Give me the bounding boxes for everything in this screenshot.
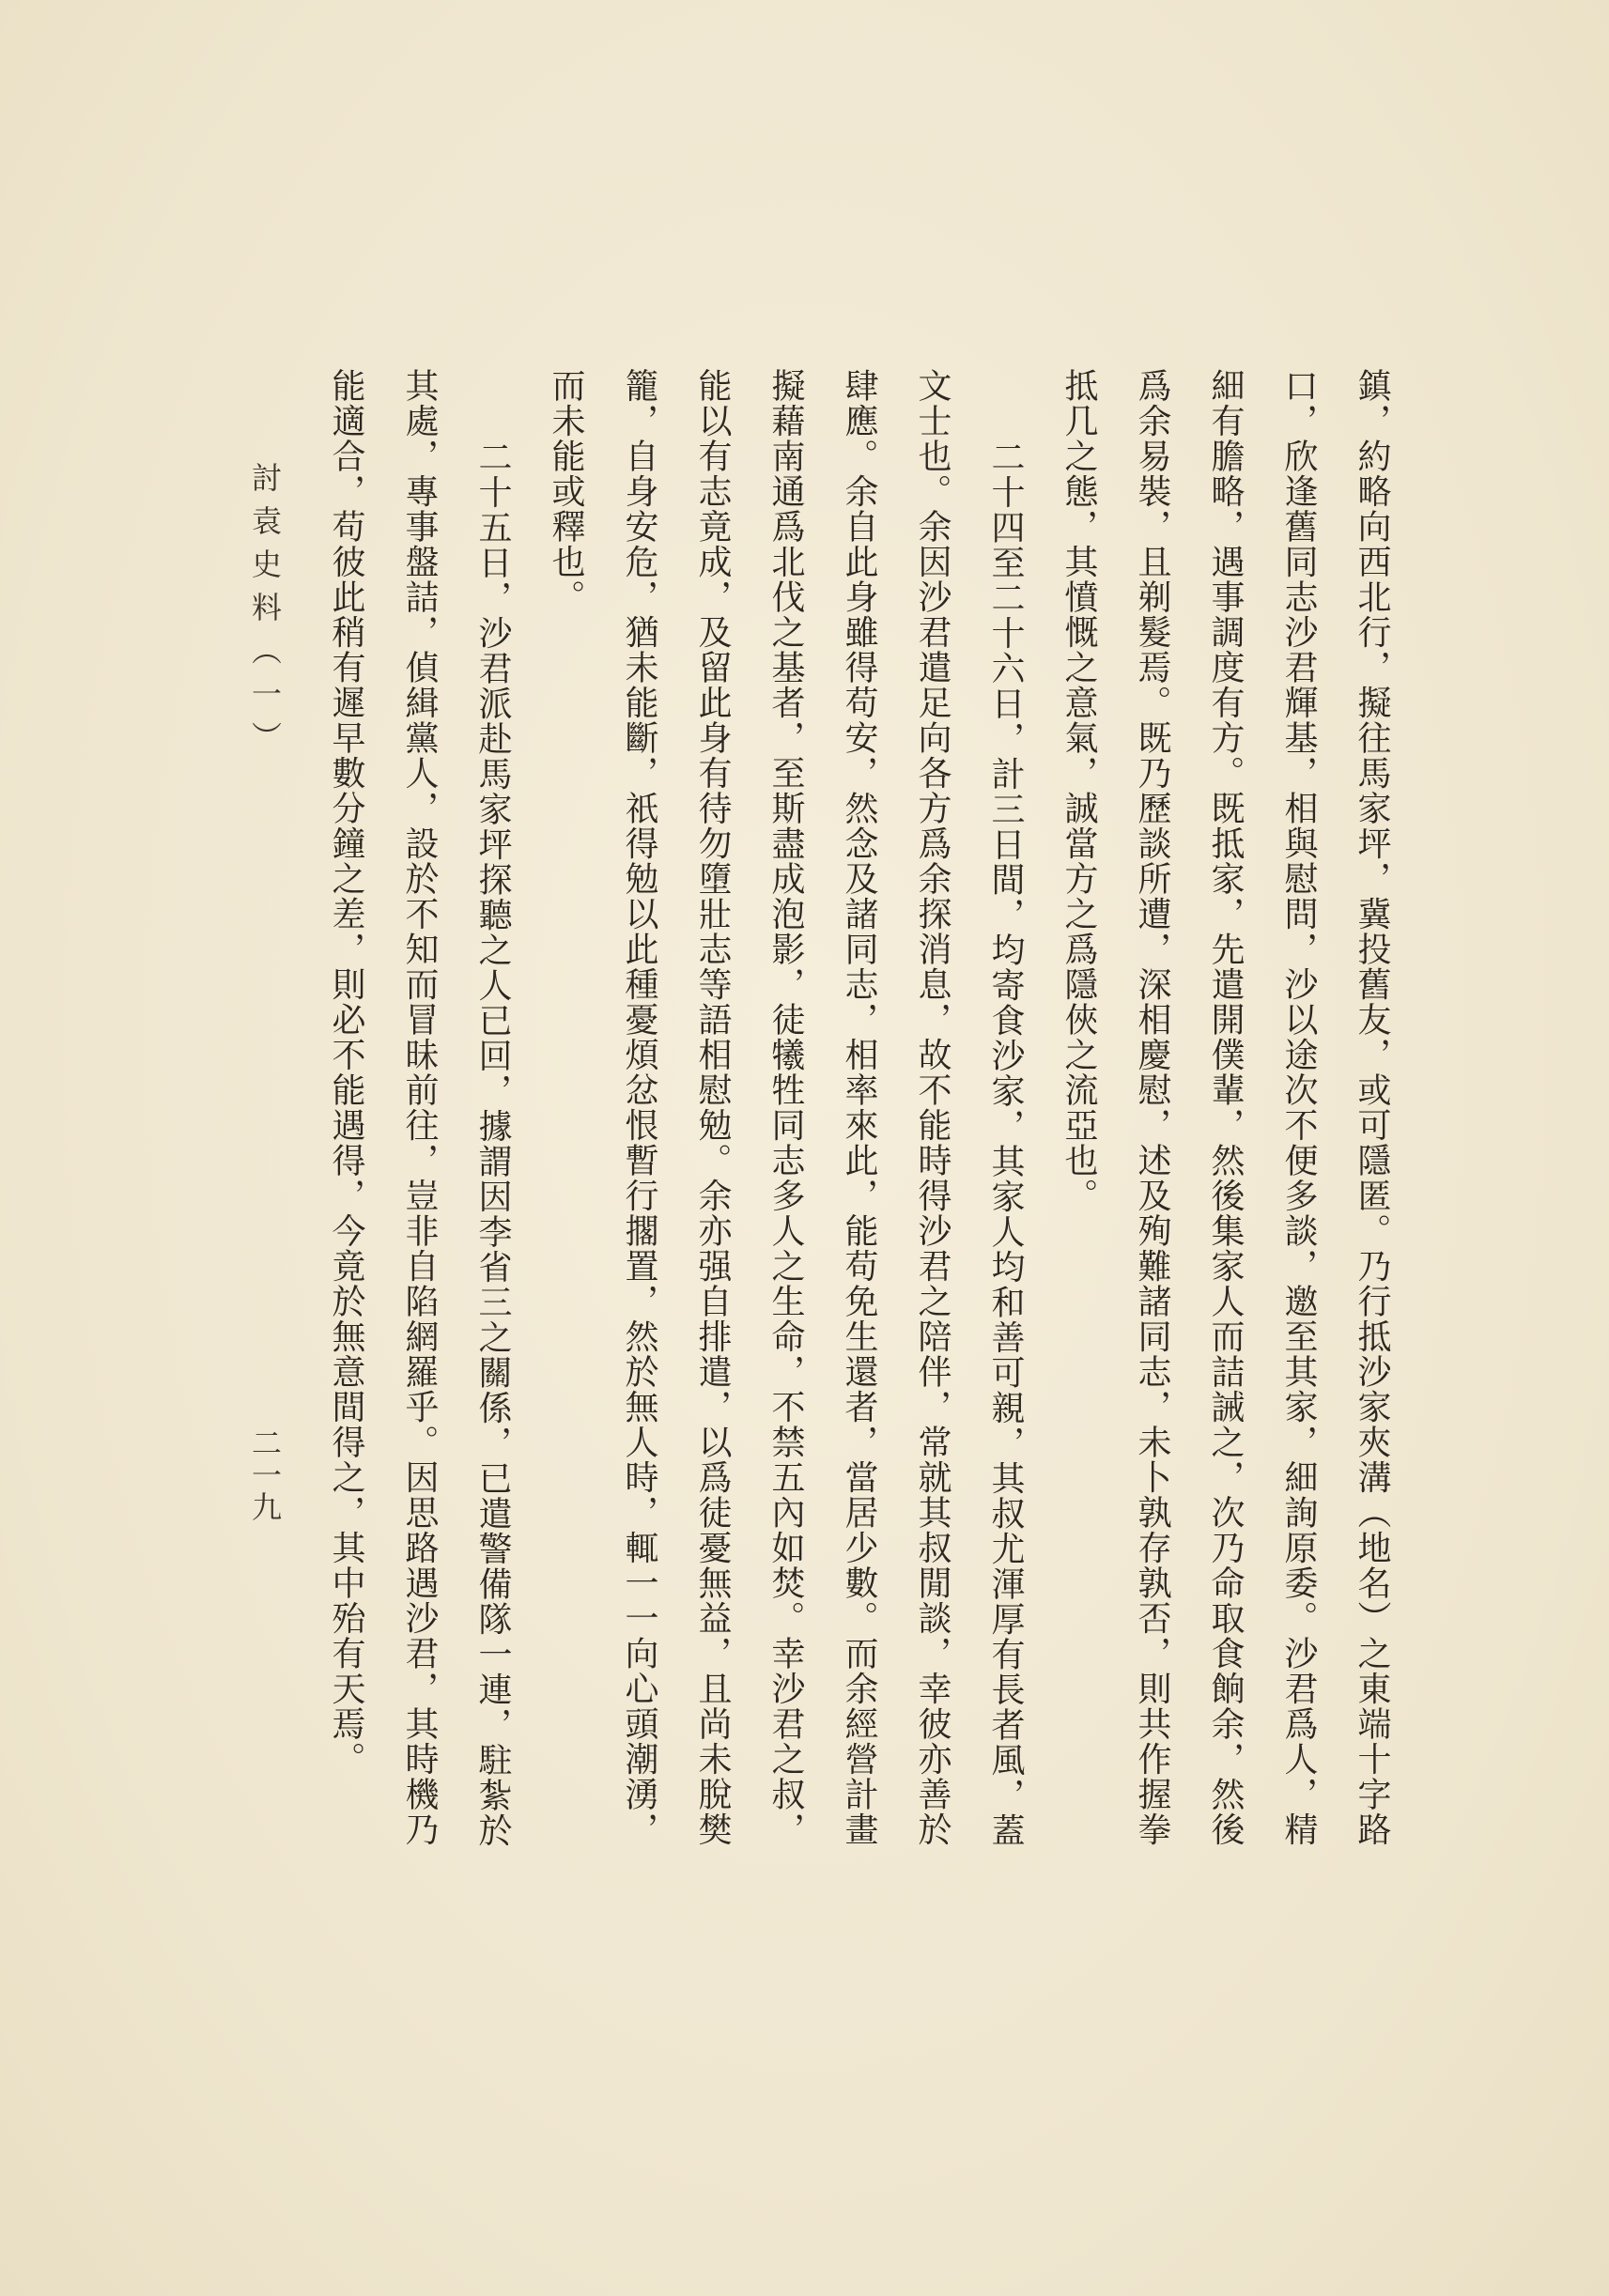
- text-column: 能以有志竟成，及留此身有待勿墮壯志等語相慰勉。余亦强自排遣，以爲徒憂無益，且尚未脫樊: [693, 368, 732, 1847]
- text-column: 爲余易裝，且剃髮焉。既乃歷談所遭，深相慶慰，述及殉難諸同志，未卜孰存孰否，則共作握拳: [1133, 368, 1171, 1847]
- running-title: 討袁史料（一）: [247, 462, 283, 764]
- text-column: 籠，自身安危，猶未能斷，祇得勉以此種憂煩忿恨暫行擱置，然於無人時，輒一一向心頭潮湧，: [620, 368, 658, 1847]
- text-column: 鎮，約略向西北行，擬往馬家坪，冀投舊友，或可隱匿。乃行抵沙家夾溝（地名）之東端十字路: [1353, 368, 1391, 1847]
- text-column: 其處，專事盤詰，偵緝黨人，設於不知而冒昧前往，豈非自陷網羅乎。因思路遇沙君，其時機乃: [400, 368, 439, 1847]
- text-column: 抵几之態，其憤慨之意氣，誠當方之爲隱俠之流亞也。: [1060, 368, 1098, 1213]
- text-column: 文士也。余因沙君遣足向各方爲余探消息，故不能時得沙君之陪伴，常就其叔閒談，幸彼亦善於: [913, 368, 951, 1847]
- text-column: 肆應。余自此身雖得苟安，然念及諸同志，相率來此，能苟免生還者，當居少數。而余經營計畫: [840, 368, 878, 1847]
- text-column: 能適合，苟彼此稍有遲早數分鐘之差，則必不能遇得，今竟於無意間得之，其中殆有天焉。: [327, 368, 365, 1777]
- text-column: 二十四至二十六日，計三日間，均寄食沙家，其家人均和善可親，其叔尤渾厚有長者風，蓋: [986, 439, 1025, 1848]
- text-column: 二十五日，沙君派赴馬家坪探聽之人已回，據謂因李省三之關係，已遣警備隊一連，駐紮於: [473, 439, 512, 1848]
- text-column: 細有膽略，遇事調度有方。既抵家，先遣開僕輩，然後集家人而詰誡之，次乃命取食餉余，然後: [1206, 368, 1245, 1847]
- text-column: 而未能或釋也。: [547, 368, 585, 615]
- page-number: 二一九: [247, 1427, 283, 1523]
- text-column: 擬藉南通爲北伐之基者，至斯盡成泡影，徒犧牲同志多人之生命，不禁五內如焚。幸沙君之叔，: [766, 368, 805, 1847]
- text-column: 口，欣逢舊同志沙君輝基，相與慰問，沙以途次不便多談，邀至其家，細詢原委。沙君爲人，精: [1279, 368, 1318, 1847]
